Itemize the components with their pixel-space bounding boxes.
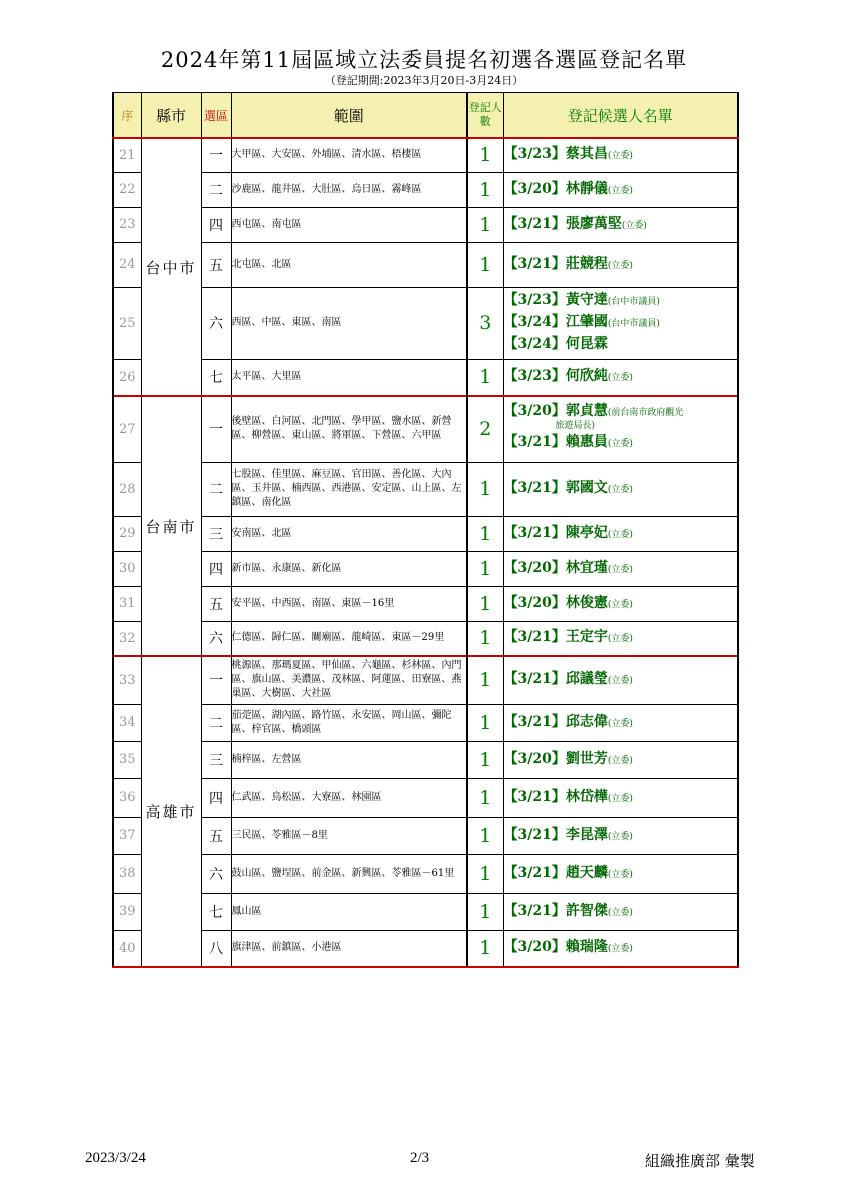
count-cell: 1 [467,656,503,704]
area-cell: 安平區、中西區、南區、東區－16里 [231,586,467,621]
candidate-date: 【3/21】 [503,480,566,496]
area-cell: 旗津區、前鎮區、小港區 [231,930,467,967]
candidate-entry [504,254,738,276]
table-row [113,207,738,242]
district-cell: 一 [201,396,231,462]
candidates-cell [503,172,738,207]
seq-cell: 22 [113,172,141,207]
district-cell: 四 [201,778,231,817]
candidate-entry [504,749,738,771]
district-cell: 七 [201,359,231,396]
candidate-note: (立委) [607,529,633,540]
candidates-cell [503,930,738,967]
candidate-note: (台中市議員) [607,297,660,307]
candidate-name: 江肇國 [565,314,608,330]
candidate-name: 林宜瑾 [565,559,608,576]
candidate-name: 李昆澤 [565,826,608,843]
count-cell: 1 [467,516,503,551]
candidates-cell [503,778,738,817]
candidate-entry [504,366,738,388]
candidate-entry [504,787,738,809]
count-cell: 1 [467,138,503,172]
count-cell: 1 [467,621,503,656]
district-cell: 一 [201,138,231,172]
candidate-entry [504,404,738,432]
candidates-cell [503,207,738,242]
area-cell: 北屯區、北區 [231,242,467,287]
candidate-name: 劉世芳 [565,750,608,767]
district-cell: 二 [201,172,231,207]
candidate-name: 莊競程 [565,255,608,272]
table-body [113,138,738,967]
count-cell: 1 [467,172,503,207]
candidate-name: 郭貞慧 [565,403,608,420]
district-cell: 一 [201,656,231,704]
seq-cell: 37 [113,817,141,854]
candidate-date: 【3/21】 [503,215,566,232]
candidate-note: (立委) [607,185,633,196]
seq-cell: 21 [113,138,141,172]
seq-cell: 33 [113,656,141,704]
candidates-cell [503,817,738,854]
candidate-name: 許智傑 [565,902,608,919]
candidate-date: 【3/21】 [503,826,566,843]
count-cell: 1 [467,359,503,396]
candidate-entry [504,478,738,500]
count-cell: 1 [467,704,503,741]
table-row [113,138,738,172]
candidates-cell [503,854,738,893]
count-cell: 1 [467,930,503,967]
candidate-name: 林靜儀 [565,180,608,197]
candidate-entry [504,825,738,847]
area-cell: 沙鹿區、龍井區、大肚區、烏日區、霧峰區 [231,172,467,207]
district-cell: 五 [201,586,231,621]
candidate-note: (立委) [621,220,647,231]
table-row [113,551,738,586]
candidate-note: (立委) [607,869,633,880]
district-cell: 三 [201,516,231,551]
candidate-entry [504,901,738,923]
candidate-note: (立委) [607,485,633,495]
header-county: 縣市 [141,93,201,139]
count-cell: 1 [467,242,503,287]
candidate-entry [504,669,738,691]
candidate-note: (立委) [607,831,633,842]
seq-cell: 32 [113,621,141,656]
candidates-cell [503,704,738,741]
area-cell: 西區、中區、東區、南區 [231,287,467,359]
header-seq: 序 [113,93,141,139]
header-count: 登記人數 [467,93,503,139]
candidate-name: 何欣純 [565,368,608,385]
county-cell: 高雄市 [141,656,201,967]
district-cell: 七 [201,893,231,930]
district-cell: 五 [201,242,231,287]
candidate-note: (立委) [607,755,633,766]
candidate-entry [504,334,738,356]
candidate-date: 【3/21】 [503,864,566,881]
seq-cell: 27 [113,396,141,462]
count-cell: 1 [467,741,503,778]
district-cell: 六 [201,621,231,656]
candidate-name: 蔡其昌 [565,146,608,163]
candidate-note: (立委) [607,151,633,162]
count-cell: 3 [467,287,503,359]
candidates-cell [503,656,738,704]
seq-cell: 24 [113,242,141,287]
count-cell: 1 [467,462,503,516]
candidate-entry [504,937,738,959]
registration-table [112,92,739,968]
count-cell: 1 [467,817,503,854]
candidate-date: 【3/21】 [503,629,566,646]
area-cell: 桃源區、那瑪夏區、甲仙區、六龜區、杉林區、內門區、旗山區、美濃區、茂林區、阿蓮區、田寮區、燕巢區、大樹區、大社區 [231,656,467,704]
candidate-note: (立委) [607,634,633,645]
candidates-cell [503,396,738,462]
district-cell: 三 [201,741,231,778]
candidate-entry [504,144,738,166]
candidate-note: (立委) [607,439,633,450]
candidate-name: 郭國文 [565,480,608,496]
seq-cell: 34 [113,704,141,741]
footer-department: 組織推廣部 彙製 [645,1152,755,1170]
candidate-name: 邱志偉 [565,713,608,730]
seq-cell: 26 [113,359,141,396]
district-cell: 五 [201,817,231,854]
candidate-note: (立委) [607,260,633,271]
candidate-note: (立委) [607,907,633,918]
area-cell: 茄萣區、湖內區、路竹區、永安區、岡山區、彌陀區、梓官區、橋頭區 [231,704,467,741]
candidate-date: 【3/20】 [503,180,566,197]
candidate-entry [504,712,738,734]
seq-cell: 29 [113,516,141,551]
candidate-entry [504,214,738,236]
candidates-cell [503,586,738,621]
table-row [113,287,738,359]
area-cell: 新市區、永康區、新化區 [231,551,467,586]
candidates-cell [503,551,738,586]
count-cell: 1 [467,207,503,242]
area-cell: 鼓山區、鹽埕區、前金區、新興區、苓雅區－61里 [231,854,467,893]
candidate-note: (前台南市政府觀光 [607,408,684,419]
candidate-note: (立委) [607,564,633,575]
candidate-entry [504,863,738,885]
candidate-entry [504,312,738,334]
county-cell: 台南市 [141,396,201,656]
candidate-entry [504,593,738,615]
candidate-name: 林俊憲 [565,594,608,611]
candidate-name: 黃守達 [565,292,608,308]
count-cell: 2 [467,396,503,462]
candidate-entry [504,523,738,545]
candidate-name: 何昆霖 [565,336,608,352]
candidate-date: 【3/24】 [503,336,566,352]
candidate-name: 王定宇 [565,629,608,646]
table-row [113,396,738,462]
candidate-note: (立委) [607,599,633,610]
count-cell: 1 [467,551,503,586]
table-row [113,242,738,287]
count-cell: 1 [467,854,503,893]
candidate-name: 邱議瑩 [565,671,608,688]
candidates-cell [503,516,738,551]
area-cell: 後壁區、白河區、北門區、學甲區、鹽水區、新營區、柳營區、東山區、將軍區、下營區、六甲區 [231,396,467,462]
candidates-cell [503,741,738,778]
footer-page-number: 2/3 [410,1150,430,1166]
table-row [113,621,738,656]
district-cell: 四 [201,551,231,586]
seq-cell: 25 [113,287,141,359]
seq-cell: 39 [113,893,141,930]
candidate-name: 林岱樺 [565,788,608,805]
table-row [113,778,738,817]
area-cell: 仁武區、鳥松區、大寮區、林園區 [231,778,467,817]
candidate-date: 【3/21】 [503,524,566,541]
candidates-cell [503,359,738,396]
seq-cell: 31 [113,586,141,621]
candidate-name: 賴瑞隆 [565,939,608,956]
candidate-name: 陳亭妃 [565,524,608,541]
candidates-cell [503,462,738,516]
header-area: 範圍 [231,93,467,139]
table-row [113,172,738,207]
footer-date: 2023/3/24 [85,1150,146,1166]
candidate-date: 【3/23】 [503,292,566,308]
county-cell: 台中市 [141,138,201,396]
candidate-date: 【3/21】 [503,713,566,730]
candidate-note: (立委) [607,676,633,687]
table-row [113,462,738,516]
candidate-date: 【3/21】 [503,255,566,272]
candidate-date: 【3/20】 [503,594,566,611]
district-cell: 六 [201,854,231,893]
candidates-cell [503,893,738,930]
candidate-date: 【3/21】 [503,434,566,451]
candidate-date: 【3/23】 [503,146,566,163]
candidate-note: (台中市議員) [607,319,660,329]
count-cell: 1 [467,586,503,621]
table-row [113,741,738,778]
candidate-date: 【3/21】 [503,902,566,919]
table-row [113,656,738,704]
table-row [113,516,738,551]
candidate-date: 【3/20】 [503,750,566,767]
registration-period: （登記期間:2023年3月20日-3月24日） [324,74,524,87]
candidate-entry [504,290,738,312]
candidate-note: (立委) [607,944,633,955]
area-cell: 西屯區、南屯區 [231,207,467,242]
count-cell: 1 [467,778,503,817]
candidate-date: 【3/23】 [503,368,566,385]
table-row [113,893,738,930]
table-row [113,930,738,967]
header-district: 選區 [201,93,231,139]
candidate-date: 【3/20】 [503,403,566,420]
district-cell: 八 [201,930,231,967]
area-cell: 安南區、北區 [231,516,467,551]
candidate-note: (立委) [607,793,633,804]
district-cell: 二 [201,704,231,741]
table-row [113,586,738,621]
seq-cell: 30 [113,551,141,586]
candidate-name: 趙天麟 [565,864,608,881]
area-cell: 鳳山區 [231,893,467,930]
table-header-row [113,93,738,139]
seq-cell: 35 [113,741,141,778]
district-cell: 六 [201,287,231,359]
candidates-cell [503,287,738,359]
area-cell: 太平區、大里區 [231,359,467,396]
candidates-cell [503,242,738,287]
seq-cell: 36 [113,778,141,817]
document-title: 2024年第11屆區域立法委員提名初選各選區登記名單 [160,48,688,72]
candidate-note: (立委) [607,373,633,384]
candidates-cell [503,621,738,656]
seq-cell: 38 [113,854,141,893]
candidate-name: 賴惠員 [565,434,608,451]
candidate-date: 【3/21】 [503,788,566,805]
seq-cell: 23 [113,207,141,242]
area-cell: 七股區、佳里區、麻豆區、官田區、善化區、大內區、玉井區、楠西區、西港區、安定區、山上區、左鎮區、南化區 [231,462,467,516]
table-row [113,359,738,396]
table-row [113,854,738,893]
area-cell: 楠梓區、左營區 [231,741,467,778]
candidate-entry [504,179,738,201]
seq-cell: 40 [113,930,141,967]
candidate-note: (立委) [607,718,633,729]
candidate-name: 張廖萬堅 [565,215,622,232]
area-cell: 大甲區、大安區、外埔區、清水區、梧棲區 [231,138,467,172]
district-cell: 四 [201,207,231,242]
candidate-note-continued: 旅遊局長) [555,421,596,432]
header-candidates: 登記候選人名單 [503,93,738,139]
area-cell: 仁德區、歸仁區、關廟區、龍崎區、東區－29里 [231,621,467,656]
table-row [113,817,738,854]
table-row [113,704,738,741]
candidate-entry [504,432,738,454]
seq-cell: 28 [113,462,141,516]
candidate-date: 【3/20】 [503,559,566,576]
area-cell: 三民區、苓雅區－8里 [231,817,467,854]
candidate-entry [504,627,738,649]
candidate-date: 【3/24】 [503,314,566,330]
candidate-date: 【3/21】 [503,671,566,688]
candidate-date: 【3/20】 [503,939,566,956]
candidate-entry [504,558,738,580]
count-cell: 1 [467,893,503,930]
candidates-cell [503,138,738,172]
district-cell: 二 [201,462,231,516]
